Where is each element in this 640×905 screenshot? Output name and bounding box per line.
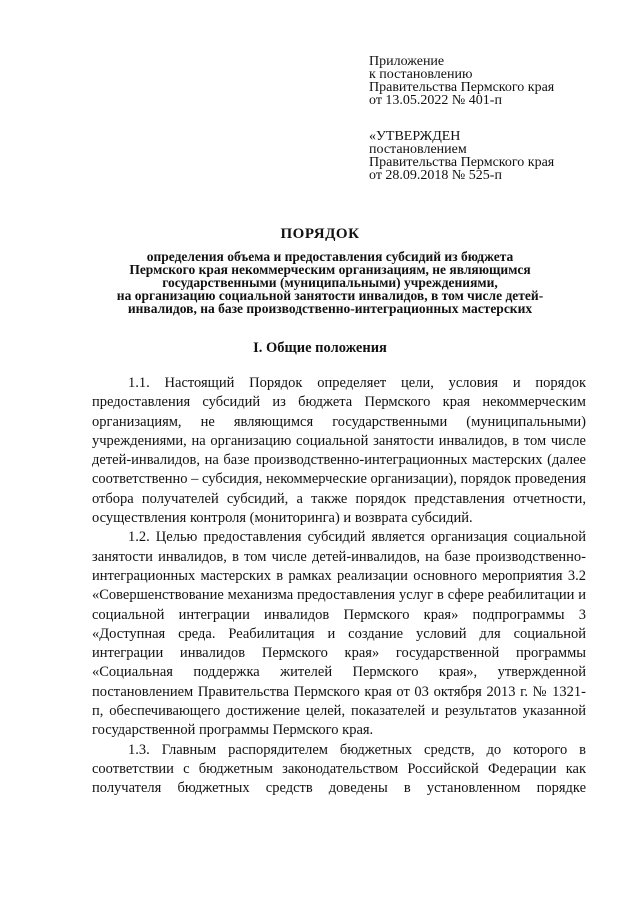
- subtitle-line: инвалидов, на базе производственно-интеграционных мастерских: [127, 301, 533, 316]
- subtitle-line: государственными (муниципальными) учреждениями,: [162, 275, 498, 290]
- annex-line: к постановлению: [369, 67, 473, 82]
- annex-line: Приложение: [369, 54, 445, 69]
- subtitle-line: Пермского края некоммерческим организациям, не являющимся: [129, 262, 531, 277]
- annex-line: от 13.05.2022 № 401-п: [369, 93, 502, 108]
- paragraph-1-2: 1.2. Целью предоставления субсидий является организация социальной занятости инвалидов, в том числе детей-инвалидов, на базе производственно-интеграционных мастерских в рамках реализации основного мероприятия 3.2 «Совершенствование механизма предоставления услуг в сфере реабилитации и социальной интеграции инвалидов Пермского края» подпрограммы 3 «Доступная среда. Реабилитация и создание условий для социальной интеграции инвалидов Пермского края» государственной программы «Социальная поддержка жителей Пермского края», утвержденной постановлением Правительства Пермского края от 03 октября 2013 г. № 1321-п, обеспечивающего достижение целей, показателей и результатов указанной государственной программы Пермского края.: [92, 529, 586, 739]
- approval-line: Правительства Пермского края: [369, 155, 555, 170]
- paragraph-1-3: 1.3. Главным распорядителем бюджетных средств, до которого в соответствии с бюджетным законодательством Российской Федерации как получателя бюджетных средств доведены в установленном порядке: [92, 741, 586, 797]
- document-subtitle: [60, 250, 600, 315]
- subtitle-line: на организацию социальной занятости инвалидов, в том числе детей-: [116, 288, 544, 303]
- approval-line: постановлением: [369, 142, 467, 157]
- section-heading: I. Общие положения: [253, 340, 387, 356]
- annex-block: [369, 55, 609, 107]
- paragraph-1-1: 1.1. Настоящий Порядок определяет цели, условия и порядок предоставления субсидий из бюджета Пермского края некоммерческим организациям, не являющимся государственными (муниципальными) учреждениями, на организацию социальной занятости инвалидов, в том числе детей-инвалидов, на базе производственно-интеграционных мастерских (далее соответственно – субсидия, некоммерческие организации), порядок проведения отбора получателей субсидий, а также порядок представления отчетности, осуществления контроля (мониторинга) и возврата субсидий.: [92, 375, 586, 527]
- subtitle-line: определения объема и предоставления субсидий из бюджета: [146, 249, 514, 264]
- annex-line: Правительства Пермского края: [369, 80, 555, 95]
- approval-line: «УТВЕРЖДЕН: [369, 129, 461, 144]
- approval-block: [369, 130, 609, 182]
- approval-line: от 28.09.2018 № 525-п: [369, 168, 502, 183]
- body-text: [92, 374, 586, 799]
- document-title: ПОРЯДОК: [280, 226, 360, 242]
